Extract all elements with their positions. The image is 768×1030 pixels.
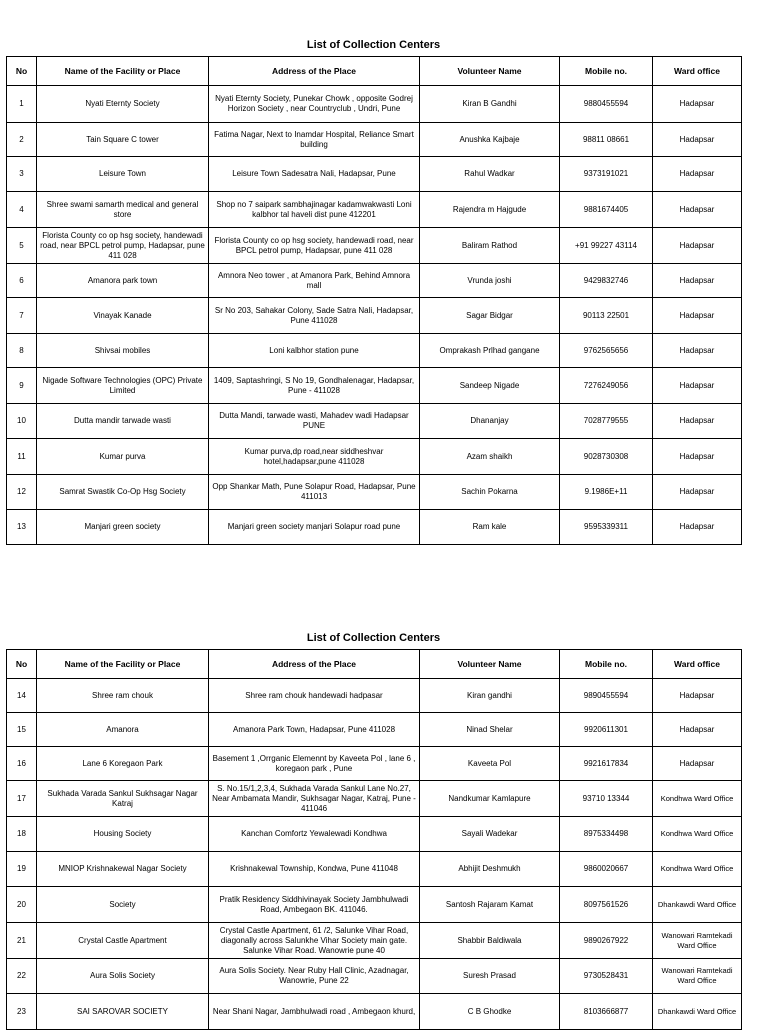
cell-ward: Kondhwa Ward Office [653, 852, 742, 887]
cell-address: Shree ram chouk handewadi hadpasar [209, 679, 420, 713]
cell-facility: Lane 6 Koregaon Park [37, 747, 209, 781]
cell-ward: Kondhwa Ward Office [653, 817, 742, 852]
cell-ward: Hadapsar [653, 157, 742, 192]
cell-no: 7 [7, 298, 37, 334]
table-row [7, 994, 742, 1030]
cell-facility: Aura Solis Society [37, 959, 209, 994]
cell-address: 1409, Saptashringi, S No 19, Gondhalenagar, Hadapsar, Pune - 411028 [209, 368, 420, 404]
cell-volunteer: Ninad Shelar [420, 713, 560, 747]
cell-volunteer: Shabbir Baldiwala [420, 923, 560, 959]
cell-no: 18 [7, 817, 37, 852]
cell-volunteer: Abhijit Deshmukh [420, 852, 560, 887]
header-address: Address of the Place [209, 650, 420, 679]
cell-mobile: 8103666877 [560, 994, 653, 1030]
cell-address: Near Shani Nagar, Jambhulwadi road , Ambegaon khurd, [209, 994, 420, 1030]
table-row [7, 368, 742, 404]
cell-volunteer: Sachin Pokarna [420, 475, 560, 510]
cell-mobile: 9921617834 [560, 747, 653, 781]
cell-volunteer: Ram kale [420, 510, 560, 545]
cell-facility: Shree swami samarth medical and general store [37, 192, 209, 228]
cell-ward: Hadapsar [653, 298, 742, 334]
table-row [7, 817, 742, 852]
cell-volunteer: C B Ghodke [420, 994, 560, 1030]
cell-mobile: 9762565656 [560, 334, 653, 368]
cell-no: 20 [7, 887, 37, 923]
cell-volunteer: Azam shaikh [420, 439, 560, 475]
cell-ward: Hadapsar [653, 86, 742, 123]
table-row [7, 334, 742, 368]
cell-mobile: 98811 08661 [560, 123, 653, 157]
cell-mobile: 9.1986E+11 [560, 475, 653, 510]
cell-address: Loni kalbhor station pune [209, 334, 420, 368]
cell-no: 9 [7, 368, 37, 404]
table-row [7, 887, 742, 923]
table-row [7, 439, 742, 475]
header-ward: Ward office [653, 650, 742, 679]
table-row [7, 713, 742, 747]
cell-address: Opp Shankar Math, Pune Solapur Road, Hadapsar, Pune 411013 [209, 475, 420, 510]
cell-mobile: 9860020667 [560, 852, 653, 887]
cell-volunteer: Rajendra m Hajgude [420, 192, 560, 228]
cell-ward: Dhankawdi Ward Office [653, 994, 742, 1030]
cell-address: Sr No 203, Sahakar Colony, Sade Satra Nali, Hadapsar, Pune 411028 [209, 298, 420, 334]
table-row [7, 264, 742, 298]
cell-facility: Florista County co op hsg society, handewadi road, near BPCL petrol pump, Hadapsar, pune 411 028 [37, 228, 209, 264]
cell-no: 3 [7, 157, 37, 192]
cell-no: 19 [7, 852, 37, 887]
cell-ward: Hadapsar [653, 747, 742, 781]
cell-no: 6 [7, 264, 37, 298]
cell-ward: Kondhwa Ward Office [653, 781, 742, 817]
cell-volunteer: Kiran B Gandhi [420, 86, 560, 123]
cell-facility: Sukhada Varada Sankul Sukhsagar Nagar Katraj [37, 781, 209, 817]
cell-mobile: 9880455594 [560, 86, 653, 123]
cell-ward: Hadapsar [653, 404, 742, 439]
cell-volunteer: Nandkumar Kamlapure [420, 781, 560, 817]
cell-ward: Wanowari Ramtekadi Ward Office [653, 923, 742, 959]
cell-no: 2 [7, 123, 37, 157]
cell-facility: Samrat Swastik Co-Op Hsg Society [37, 475, 209, 510]
table-title: List of Collection Centers [306, 39, 441, 51]
cell-volunteer: Vrunda joshi [420, 264, 560, 298]
table-row [7, 923, 742, 959]
table-row [7, 781, 742, 817]
cell-no: 12 [7, 475, 37, 510]
cell-facility: Shivsai mobiles [37, 334, 209, 368]
cell-address: Amnora Neo tower , at Amanora Park, Behind Amnora mall [209, 264, 420, 298]
table-row [7, 192, 742, 228]
cell-no: 11 [7, 439, 37, 475]
cell-volunteer: Anushka Kajbaje [420, 123, 560, 157]
header-facility: Name of the Facility or Place [37, 57, 209, 86]
cell-address: Basement 1 ,Orrganic Elemennt by Kaveeta Pol , lane 6 , koregaon park , Pune [209, 747, 420, 781]
cell-facility: Manjari green society [37, 510, 209, 545]
cell-address: Aura Solis Society. Near Ruby Hall Clinic, Azadnagar, Wanowrie, Pune 22 [209, 959, 420, 994]
cell-mobile: 9890455594 [560, 679, 653, 713]
cell-no: 13 [7, 510, 37, 545]
cell-volunteer: Suresh Prasad [420, 959, 560, 994]
cell-address: Shop no 7 saipark sambhajinagar kadamwakwasti Loni kalbhor tal haveli dist pune 412201 [209, 192, 420, 228]
table-row [7, 298, 742, 334]
table-header-row [7, 650, 742, 679]
cell-ward: Dhankawdi Ward Office [653, 887, 742, 923]
cell-ward: Wanowari Ramtekadi Ward Office [653, 959, 742, 994]
header-mobile: Mobile no. [560, 57, 653, 86]
table-row [7, 959, 742, 994]
cell-ward: Hadapsar [653, 713, 742, 747]
table-row [7, 475, 742, 510]
table-body [7, 86, 742, 545]
cell-facility: Tain Square C tower [37, 123, 209, 157]
cell-ward: Hadapsar [653, 439, 742, 475]
cell-mobile: 93710 13344 [560, 781, 653, 817]
table-row [7, 679, 742, 713]
cell-ward: Hadapsar [653, 228, 742, 264]
cell-address: Kumar purva,dp road,near siddheshvar hotel,hadapsar,pune 411028 [209, 439, 420, 475]
cell-volunteer: Rahul Wadkar [420, 157, 560, 192]
cell-ward: Hadapsar [653, 264, 742, 298]
cell-mobile: 9881674405 [560, 192, 653, 228]
cell-facility: Society [37, 887, 209, 923]
header-ward: Ward office [653, 57, 742, 86]
table-row [7, 157, 742, 192]
cell-no: 14 [7, 679, 37, 713]
cell-mobile: 9730528431 [560, 959, 653, 994]
cell-volunteer: Omprakash Prlhad gangane [420, 334, 560, 368]
cell-mobile: 9890267922 [560, 923, 653, 959]
table-row [7, 228, 742, 264]
table-row [7, 404, 742, 439]
table-row [7, 747, 742, 781]
cell-ward: Hadapsar [653, 368, 742, 404]
cell-facility: Kumar purva [37, 439, 209, 475]
cell-facility: Housing Society [37, 817, 209, 852]
cell-mobile: +91 99227 43114 [560, 228, 653, 264]
cell-mobile: 9429832746 [560, 264, 653, 298]
header-no: No [7, 57, 37, 86]
cell-address: Dutta Mandi, tarwade wasti, Mahadev wadi Hadapsar PUNE [209, 404, 420, 439]
cell-ward: Hadapsar [653, 510, 742, 545]
header-mobile: Mobile no. [560, 650, 653, 679]
cell-address: S. No.15/1,2,3,4, Sukhada Varada Sankul Lane No.27, Near Ambamata Mandir, Sukhsagar Nagar, Katraj, Pune - 411046 [209, 781, 420, 817]
cell-mobile: 9595339311 [560, 510, 653, 545]
cell-volunteer: Baliram Rathod [420, 228, 560, 264]
cell-mobile: 9028730308 [560, 439, 653, 475]
header-volunteer: Volunteer Name [420, 57, 560, 86]
cell-facility: Leisure Town [37, 157, 209, 192]
cell-facility: Amanora [37, 713, 209, 747]
cell-ward: Hadapsar [653, 679, 742, 713]
cell-ward: Hadapsar [653, 334, 742, 368]
table-body [7, 679, 742, 1030]
cell-facility: Vinayak Kanade [37, 298, 209, 334]
cell-mobile: 8097561526 [560, 887, 653, 923]
cell-address: Amanora Park Town, Hadapsar, Pune 411028 [209, 713, 420, 747]
cell-no: 5 [7, 228, 37, 264]
cell-facility: Nigade Software Technologies (OPC) Private Limited [37, 368, 209, 404]
cell-mobile: 90113 22501 [560, 298, 653, 334]
cell-no: 1 [7, 86, 37, 123]
cell-ward: Hadapsar [653, 192, 742, 228]
cell-facility: Shree ram chouk [37, 679, 209, 713]
header-volunteer: Volunteer Name [420, 650, 560, 679]
cell-volunteer: Sandeep Nigade [420, 368, 560, 404]
cell-volunteer: Santosh Rajaram Kamat [420, 887, 560, 923]
cell-no: 15 [7, 713, 37, 747]
cell-address: Fatima Nagar, Next to Inamdar Hospital, Reliance Smart building [209, 123, 420, 157]
cell-address: Nyati Eternty Society, Punekar Chowk , opposite Godrej Horizon Society , near Countryclub , Undri, Pune [209, 86, 420, 123]
table-header-row [7, 57, 742, 86]
header-no: No [7, 650, 37, 679]
cell-mobile: 9920611301 [560, 713, 653, 747]
cell-no: 21 [7, 923, 37, 959]
collection-centers-table [6, 649, 742, 1030]
cell-facility: Amanora park town [37, 264, 209, 298]
cell-mobile: 7276249056 [560, 368, 653, 404]
cell-address: Florista County co op hsg society, handewadi road, near BPCL petrol pump, Hadapsar, pune 411 028 [209, 228, 420, 264]
cell-volunteer: Kaveeta Pol [420, 747, 560, 781]
cell-ward: Hadapsar [653, 123, 742, 157]
table-row [7, 510, 742, 545]
table-row [7, 123, 742, 157]
cell-no: 16 [7, 747, 37, 781]
collection-centers-table [6, 56, 742, 545]
cell-no: 17 [7, 781, 37, 817]
cell-mobile: 7028779555 [560, 404, 653, 439]
cell-mobile: 9373191021 [560, 157, 653, 192]
cell-address: Pratik Residency Siddhivinayak Society Jambhulwadi Road, Ambegaon BK. 411046. [209, 887, 420, 923]
header-address: Address of the Place [209, 57, 420, 86]
cell-volunteer: Sayali Wadekar [420, 817, 560, 852]
cell-address: Krishnakewal Township, Kondwa, Pune 411048 [209, 852, 420, 887]
cell-address: Leisure Town Sadesatra Nali, Hadapsar, Pune [209, 157, 420, 192]
cell-ward: Hadapsar [653, 475, 742, 510]
cell-mobile: 8975334498 [560, 817, 653, 852]
cell-facility: Dutta mandir tarwade wasti [37, 404, 209, 439]
table-row [7, 852, 742, 887]
header-facility: Name of the Facility or Place [37, 650, 209, 679]
cell-volunteer: Dhananjay [420, 404, 560, 439]
cell-volunteer: Kiran gandhi [420, 679, 560, 713]
cell-no: 8 [7, 334, 37, 368]
cell-address: Kanchan Comfortz Yewalewadi Kondhwa [209, 817, 420, 852]
cell-address: Crystal Castle Apartment, 61 /2, Salunke Vihar Road, diagonally across Salunkhe Vihar Society main gate. Salunke Vihar Road. Wanowrie pune 40 [209, 923, 420, 959]
cell-address: Manjari green society manjari Solapur road pune [209, 510, 420, 545]
table-row [7, 86, 742, 123]
cell-facility: SAI SAROVAR SOCIETY [37, 994, 209, 1030]
cell-no: 23 [7, 994, 37, 1030]
cell-facility: Crystal Castle Apartment [37, 923, 209, 959]
cell-facility: MNIOP Krishnakewal Nagar Society [37, 852, 209, 887]
table-title: List of Collection Centers [306, 632, 441, 644]
cell-facility: Nyati Eternty Society [37, 86, 209, 123]
cell-no: 22 [7, 959, 37, 994]
cell-no: 4 [7, 192, 37, 228]
cell-volunteer: Sagar Bidgar [420, 298, 560, 334]
cell-no: 10 [7, 404, 37, 439]
